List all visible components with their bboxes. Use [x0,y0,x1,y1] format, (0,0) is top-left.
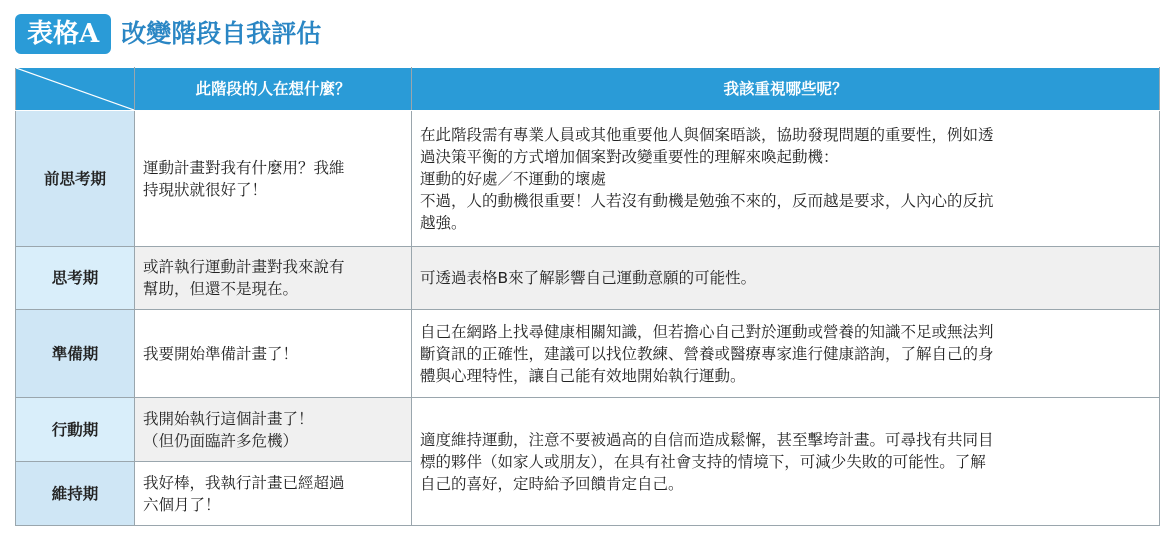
text-line: 我開始執行這個計畫了！ [143,409,314,428]
focus-cell [412,310,1160,398]
table-row [16,247,1160,310]
text-line: 六個月了！ [143,495,221,514]
text-line: 持現狀就很好了！ [143,180,268,199]
text-line: 幫助，但還不是現在。 [143,280,299,298]
stage-cell: 前思考期 [16,111,135,247]
text-line: 斷資訊的正確性，建議可以找位教練、營養或醫療專家進行健康諮詢，了解自己的身 [420,344,994,363]
title-bar [15,12,321,56]
text-line: 我要開始準備計畫了！ [143,344,299,363]
stage-cell: 準備期 [16,310,135,398]
stage-cell: 維持期 [16,462,135,526]
text-line: 標的夥伴（如家人或朋友），在具有社會支持的情境下，可減少失敗的可能性。了解 [420,452,986,471]
thinking-cell [135,111,412,247]
text-line: （但仍面臨許多危機） [143,431,299,450]
table-label-badge: 表格A [15,14,111,54]
stage-cell: 行動期 [16,398,135,462]
text-line: 在此階段需有專業人員或其他重要他人與個案晤談，協助發現問題的重要性，例如透 [420,125,994,144]
text-line: 越強。 [420,213,467,232]
focus-cell [412,247,1160,310]
text-line: 運動的好處／不運動的壞處 [420,169,607,188]
thinking-cell [135,462,412,526]
text-line: 運動計畫對我有什麼用？我維 [143,158,345,177]
text-line: 適度維持運動，注意不要被過高的自信而造成鬆懈，甚至擊垮計畫。可尋找有共同目 [420,430,994,449]
table-row [16,398,1160,462]
table-row [16,310,1160,398]
text-line: 可透過表格B來了解影響自己運動意願的可能性。 [420,269,757,287]
text-line: 自己在網路上找尋健康相關知識，但若擔心自己對於運動或營養的知識不足或無法判 [420,322,994,341]
stage-assessment-table [15,67,1160,526]
thinking-cell [135,310,412,398]
text-line: 或許執行運動計畫對我來說有 [143,258,345,276]
corner-cell [16,68,135,111]
text-line: 過決策平衡的方式增加個案對改變重要性的理解來喚起動機： [420,147,839,166]
page-title: 改變階段自我評估 [121,19,322,48]
table-row [16,111,1160,247]
thinking-cell [135,398,412,462]
focus-cell-shared [412,398,1160,526]
text-line: 自己的喜好，定時給予回饋肯定自己。 [420,474,684,493]
header-thinking: 此階段的人在想什麼？ [135,68,412,111]
text-line: 不過，人的動機很重要！人若沒有動機是勉強不來的，反而越是要求，人內心的反抗 [420,191,994,210]
text-line: 體與心理特性，讓自己能有效地開始執行運動。 [420,366,746,385]
header-focus: 我該重視哪些呢？ [412,68,1160,111]
stage-cell: 思考期 [16,247,135,310]
text-line: 我好棒，我執行計畫已經超過 [143,473,345,492]
thinking-cell [135,247,412,310]
focus-cell [412,111,1160,247]
diagonal-divider [16,68,134,110]
header-row [16,68,1160,111]
